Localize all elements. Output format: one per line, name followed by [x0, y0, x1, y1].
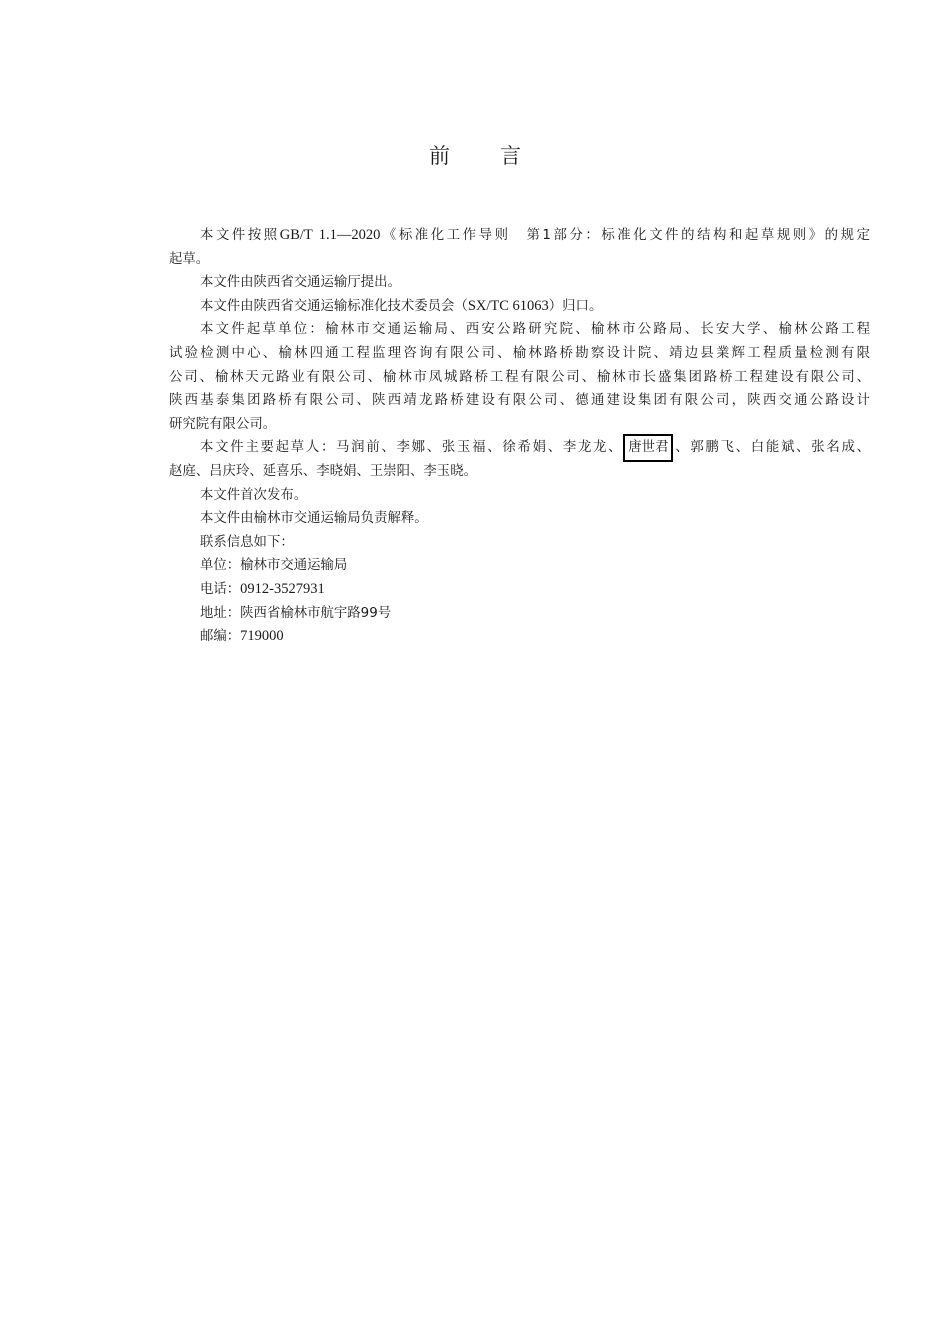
paragraph-drafting-rules — [169, 224, 870, 271]
contact-postcode — [169, 625, 870, 649]
standard-code: GB/T 1.1—2020 — [279, 227, 381, 243]
highlighted-name: 唐世君 — [623, 434, 673, 462]
paragraph-line: 赵庭、吕庆玲、延喜乐、李晓娟、王崇阳、李玉晓。 — [169, 463, 477, 479]
contact-label: 地址： — [200, 605, 241, 621]
contact-value: 榆林市交通运输局 — [240, 558, 348, 574]
title-char-2: 言 — [500, 144, 521, 168]
paragraph-line: 陕西基泰集团路桥有限公司、陕西靖龙路桥建设有限公司、德通建设集团有限公司，陕西交通公路设计 — [169, 393, 870, 409]
page-title — [0, 140, 950, 170]
paragraph-line: 研究院有限公司。 — [169, 416, 277, 432]
text-span: 《标准化工作导则 第1部分：标准化文件的结构和起草规则》的规定 — [380, 228, 870, 243]
contact-label: 电话： — [200, 581, 241, 597]
title-char-1: 前 — [429, 144, 450, 168]
paragraph-contact-intro: 联系信息如下： — [200, 534, 294, 550]
text-span: ）归口。 — [548, 298, 603, 314]
contact-label: 单位： — [200, 558, 241, 574]
text-span: 、郭鹏飞、白能斌、张名成、 — [673, 440, 870, 456]
contact-value: 719000 — [240, 628, 284, 645]
text-span: 本文件按照 — [200, 228, 280, 243]
paragraph-line: 公司、榆林天元路业有限公司、榆林市凤城路桥工程有限公司、榆林市长盛集团路桥工程建设有限公司、 — [169, 369, 870, 385]
paragraph-proposer: 本文件由陕西省交通运输厅提出。 — [200, 275, 401, 291]
contact-label: 邮编： — [200, 629, 241, 645]
paragraph-line: 试验检测中心、榆林四通工程监理咨询有限公司、榆林路桥勘察设计院、靖边县業辉工程质量检测有限 — [169, 345, 870, 361]
paragraph-line — [169, 224, 870, 248]
paragraph-first-release: 本文件首次发布。 — [200, 487, 308, 503]
contact-address — [169, 602, 870, 626]
text-span: 本文件主要起草人：马润前、李娜、张玉福、徐希娟、李龙龙、 — [200, 440, 624, 456]
contact-phone — [169, 578, 870, 602]
paragraph-drafting-units — [169, 318, 870, 436]
paragraph-drafters — [169, 436, 870, 483]
paragraph-line: 起草。 — [169, 251, 210, 267]
contact-value: 陕西省榆林市航宇路99号 — [240, 605, 392, 621]
contact-unit — [169, 554, 870, 578]
committee-code: SX/TC 61063 — [467, 297, 549, 314]
paragraph-committee — [169, 295, 870, 319]
preface-body — [169, 224, 870, 649]
paragraph-line — [169, 436, 870, 460]
contact-value: 0912-3527931 — [240, 580, 325, 597]
paragraph-interpretation: 本文件由榆林市交通运输局负责解释。 — [200, 511, 428, 527]
text-span: 本文件由陕西省交通运输标准化技术委员会（ — [200, 298, 468, 314]
paragraph-line: 本文件起草单位：榆林市交通运输局、西安公路研究院、榆林市公路局、长安大学、榆林公路工程 — [200, 322, 870, 338]
